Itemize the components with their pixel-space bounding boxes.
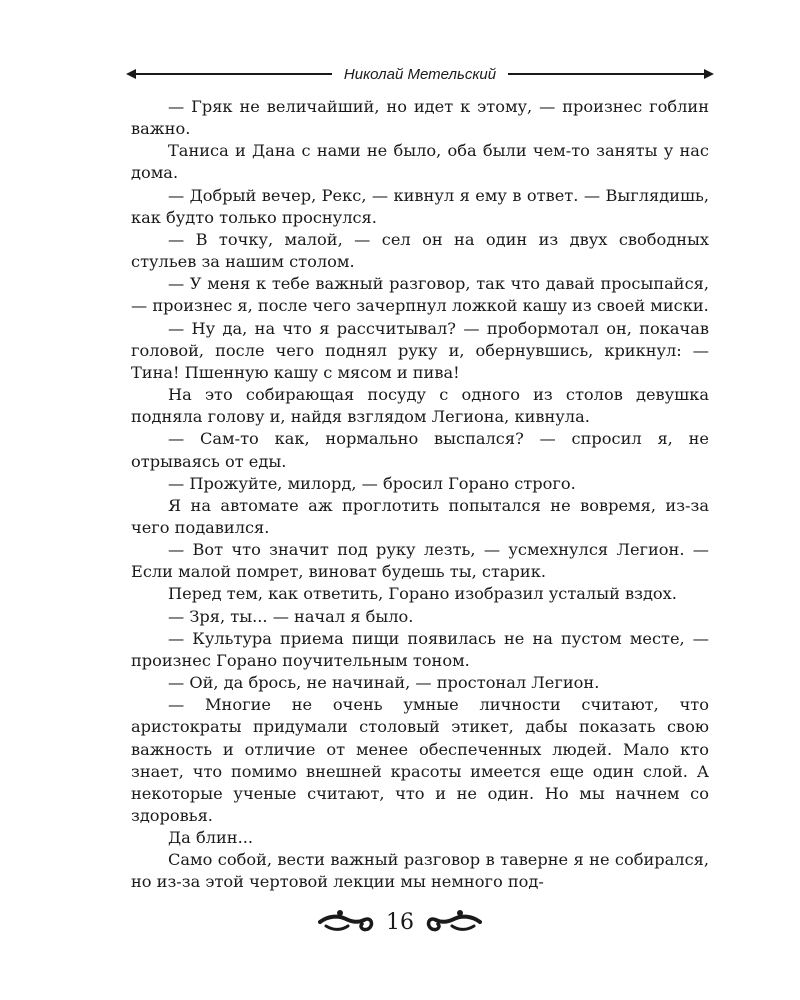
- paragraph: — Культура приема пищи появилась не на пустом месте, — произнес Горано поучительным тоном.: [131, 628, 709, 670]
- paragraph: — Гряк не величайший, но идет к этому, — произнес гоблин важно.: [131, 97, 709, 139]
- header-rule-right: [508, 73, 712, 75]
- running-header: [128, 62, 712, 86]
- paragraph: Перед тем, как ответить, Горано изобразил усталый вздох.: [168, 584, 677, 604]
- paragraph: Таниса и Дана с нами не было, оба были чем-то заняты у нас дома.: [131, 141, 709, 183]
- paragraph: Я на автомате аж проглотить попытался не вовремя, из-за чего подавился.: [131, 495, 709, 537]
- paragraph: — В точку, малой, — сел он на один из двух свободных стульев за нашим столом.: [131, 229, 709, 272]
- ornament-right-icon: [424, 907, 482, 937]
- paragraph: — Добрый вечер, Рекс, — кивнул я ему в ответ. — Выглядишь, как будто только проснулся.: [131, 185, 709, 227]
- paragraph: — Многие не очень умные личности считают, что аристократы придумали столовый этикет, дабы показать свою важность и отличие от менее обеспеченных людей. Мало кто знает, что помимо внешней красоты имеется еще один слой. А некоторые ученые считают, что и не один. Но мы начнем со здоровья.: [131, 695, 709, 825]
- paragraph: — Ну да, на что я рассчитывал? — пробормотал он, покачав головой, после чего поднял руку и, обернувшись, крикнул: — Тина! Пшенную кашу с мясом и пива!: [131, 318, 709, 382]
- paragraph: — Ой, да брось, не начинай, — простонал Легион.: [168, 673, 600, 693]
- running-header-author: Николай Метельский: [343, 65, 497, 83]
- page-number: 16: [386, 909, 414, 935]
- header-rule-left: [128, 73, 332, 75]
- ornament-left-icon: [318, 907, 376, 937]
- paragraph: — Сам-то как, нормально выспался? — спросил я, не отрываясь от еды.: [131, 429, 709, 471]
- body-text: [131, 96, 709, 894]
- paragraph: — Вот что значит под руку лезть, — усмехнулся Легион. — Если малой помрет, виноват будешь ты, старик.: [131, 540, 709, 582]
- page-footer: [0, 902, 800, 942]
- paragraph: — Прожуйте, милорд, — бросил Горано строго.: [168, 473, 576, 493]
- paragraph: Само собой, вести важный разговор в таверне я не собирался, но из-за этой чертовой лекции мы немного под-: [131, 850, 709, 892]
- paragraph: — Зря, ты... — начал я было.: [168, 606, 414, 626]
- paragraph: — У меня к тебе важный разговор, так что давай просыпайся, — произнес я, после чего зачерпнул ложкой кашу из своей миски.: [131, 274, 709, 316]
- paragraph: Да блин...: [168, 828, 254, 848]
- paragraph: На это собирающая посуду с одного из столов девушка подняла голову и, найдя взглядом Легиона, кивнула.: [131, 385, 709, 427]
